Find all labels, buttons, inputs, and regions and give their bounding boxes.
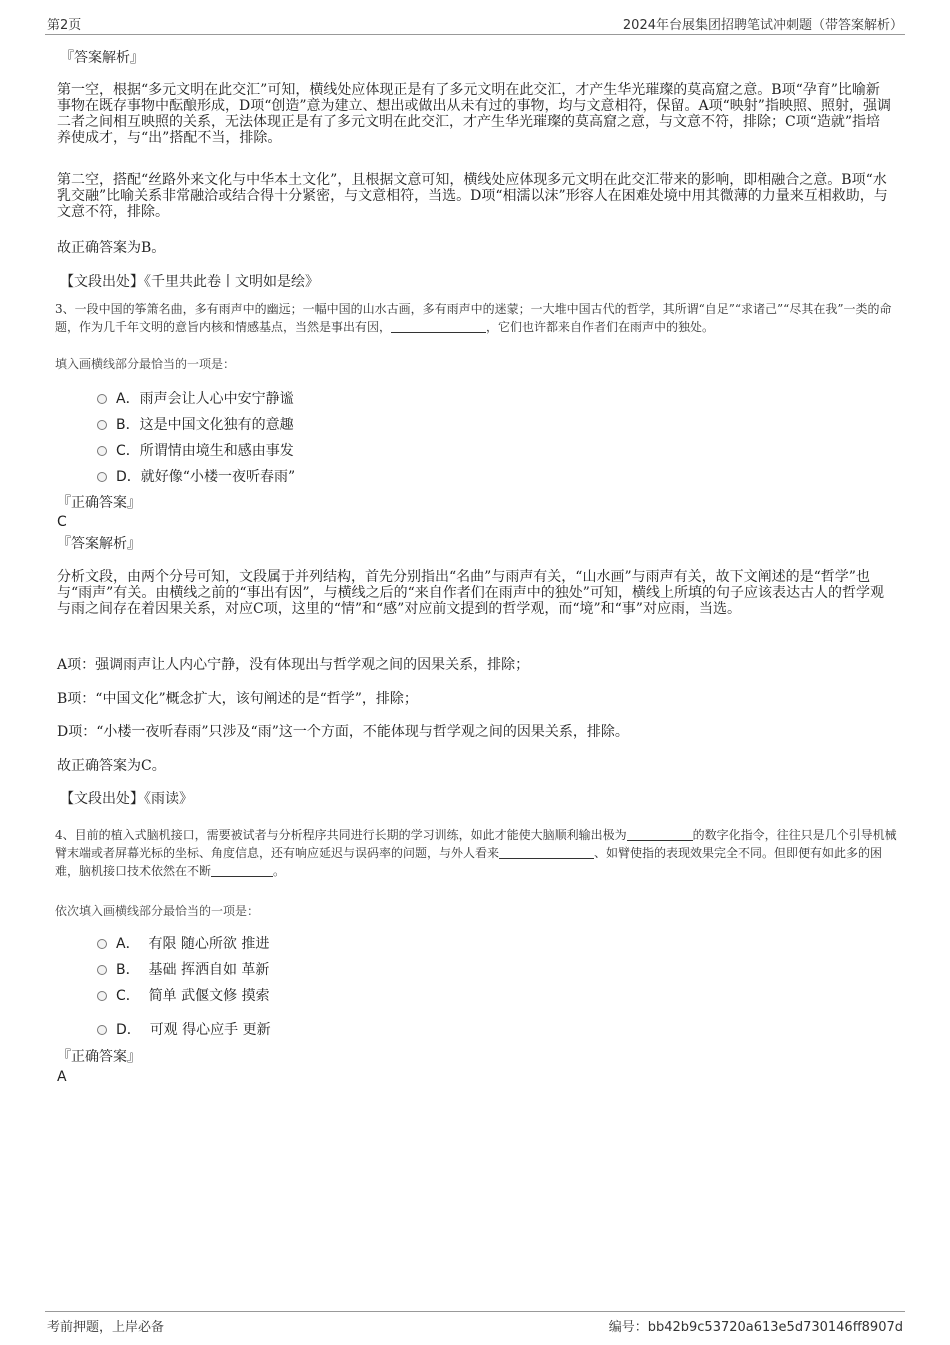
q4-part4: 。 [273,864,286,878]
prev-analysis-title: 『答案解析』 [60,50,144,66]
prev-source [60,274,319,290]
q4-blank-3 [211,864,273,877]
q3-note-a: A项：强调雨声让人内心宁静，没有体现出与哲学观之间的因果关系，排除； [57,657,530,673]
prev-conclusion: 故正确答案为B。 [57,240,166,256]
q4-instruction: 依次填入画横线部分最恰当的一项是： [55,904,260,918]
page-footer [45,1311,905,1336]
q3-blank [391,320,486,333]
q4-blank-1 [627,828,693,841]
radio-icon[interactable] [97,991,107,1001]
radio-icon[interactable] [97,1025,107,1035]
q4-option-d[interactable]: D． 可观 得心应手 更新 [97,1021,271,1039]
q3-text-before: 3、一段中国的筝箫名曲，多有雨声中的幽远；一幅中国的山水古画，多有雨声中的迷蒙；一大堆中国古代的哲学，其所谓“自足”“求诸己”“尽其在我”一类的命题，作为几千年文明的意旨内核和情感基点，当然是事出有因， [55,302,892,334]
page-number: 第2页 [47,18,82,33]
radio-icon[interactable] [97,472,107,482]
source-label: 【文段出处】 [60,274,144,290]
q3-source [60,791,193,807]
q3-option-a[interactable]: A．雨声会让人心中安宁静谧 [97,390,294,408]
source-text: 《雨读》 [144,791,193,807]
question-4-stem [55,826,897,880]
q4-answer-title: 『正确答案』 [57,1049,141,1065]
footer-slogan: 考前押题，上岸必备 [47,1320,165,1335]
document-title: 2024年台展集团招聘笔试冲刺题（带答案解析） [622,18,903,33]
q3-option-c[interactable]: C．所谓情由境生和感由事发 [97,442,294,460]
q4-part3: 、如臂使指的表现效果完全不同。但即便有如此多的困难，脑机接口技术依然在不断 [55,846,883,878]
q3-answer-title: 『正确答案』 [57,495,141,511]
radio-icon[interactable] [97,965,107,975]
radio-icon[interactable] [97,394,107,404]
q3-option-d[interactable]: D．就好像“小楼一夜听春雨” [97,468,295,486]
page-header [45,12,905,35]
q3-conclusion: 故正确答案为C。 [57,758,166,774]
q4-option-b[interactable]: B． 基础 挥洒自如 革新 [97,961,269,979]
prev-analysis-para2: 第二空，搭配“丝路外来文化与中华本土文化”，且根据文意可知，横线处应体现多元文明在此交汇带来的影响，即相融合之意。B项“水乳交融”比喻关系非常融洽或结合得十分紧密，与文意相符，当选。D项“相濡以沫”形容人在困难处境中用其微薄的力量来互相救助，与文意不符，排除。 [57,172,888,220]
serial-number: bb42b9c53720a613e5d730146ff8907d [647,1320,903,1335]
q3-text-after: ，它们也许都来自作者们在雨声中的独处。 [486,320,715,334]
source-label: 【文段出处】 [60,791,144,807]
q3-analysis: 分析文段，由两个分号可知，文段属于并列结构，首先分别指出“名曲”与雨声有关，“山水画”与雨声有关，故下文阐述的是“哲学”也与“雨声”有关。由横线之前的“事出有因”，与横线之后的“来自作者们在雨声中的独处”可知，横线上所填的句子应该表达古人的哲学观与雨之间存在着因果关系，对应C项，这里的“情”和“感”对应前文提到的哲学观，而“境”和“事”对应雨，当选。 [57,569,884,617]
q3-note-d: D项：“小楼一夜听春雨”只涉及“雨”这一个方面，不能体现与哲学观之间的因果关系，排除。 [57,724,629,740]
q4-option-a[interactable]: A． 有限 随心所欲 推进 [97,935,269,953]
q4-blank-2 [499,846,594,859]
q4-answer: A [57,1069,67,1085]
q3-instruction: 填入画横线部分最恰当的一项是： [55,357,236,371]
q4-part1: 4、目前的植入式脑机接口，需要被试者与分析程序共同进行长期的学习训练，如此才能使大脑顺利输出极为 [55,828,627,842]
prev-analysis-para1: 第一空，根据“多元文明在此交汇”可知，横线处应体现正是有了多元文明在此交汇，才产生华光璀璨的莫高窟之意。B项“孕育”比喻新事物在既存事物中酝酿形成，D项“创造”意为建立、想出或做出从未有过的事物，均与文意相符，保留。A项“映射”指映照、照射，强调二者之间相互映照的关系，无法体现正是有了多元文明在此交汇，才产生华光璀璨的莫高窟之意，与文意不符，排除；C项“造就”指培养使成才，与“出”搭配不当，排除。 [57,82,891,146]
radio-icon[interactable] [97,420,107,430]
source-text: 《千里共此卷丨文明如是绘》 [144,274,319,290]
q3-option-b[interactable]: B．这是中国文化独有的意趣 [97,416,294,434]
q4-part2: 的数字化指令，往往只是几个引导机械臂末端或者屏幕光标的坐标、角度信息，还有响应延迟与误码率的问题，与外人看来 [55,828,897,860]
serial-label: 编号： [608,1320,648,1335]
q3-analysis-title: 『答案解析』 [57,536,141,552]
q3-answer: C [57,514,67,530]
question-3-stem [55,300,897,336]
q3-note-b: B项：“中国文化”概念扩大，该句阐述的是“哲学”，排除； [57,691,418,707]
radio-icon[interactable] [97,446,107,456]
radio-icon[interactable] [97,939,107,949]
q4-option-c[interactable]: C． 简单 武偃文修 摸索 [97,987,270,1005]
footer-serial [609,1316,903,1335]
